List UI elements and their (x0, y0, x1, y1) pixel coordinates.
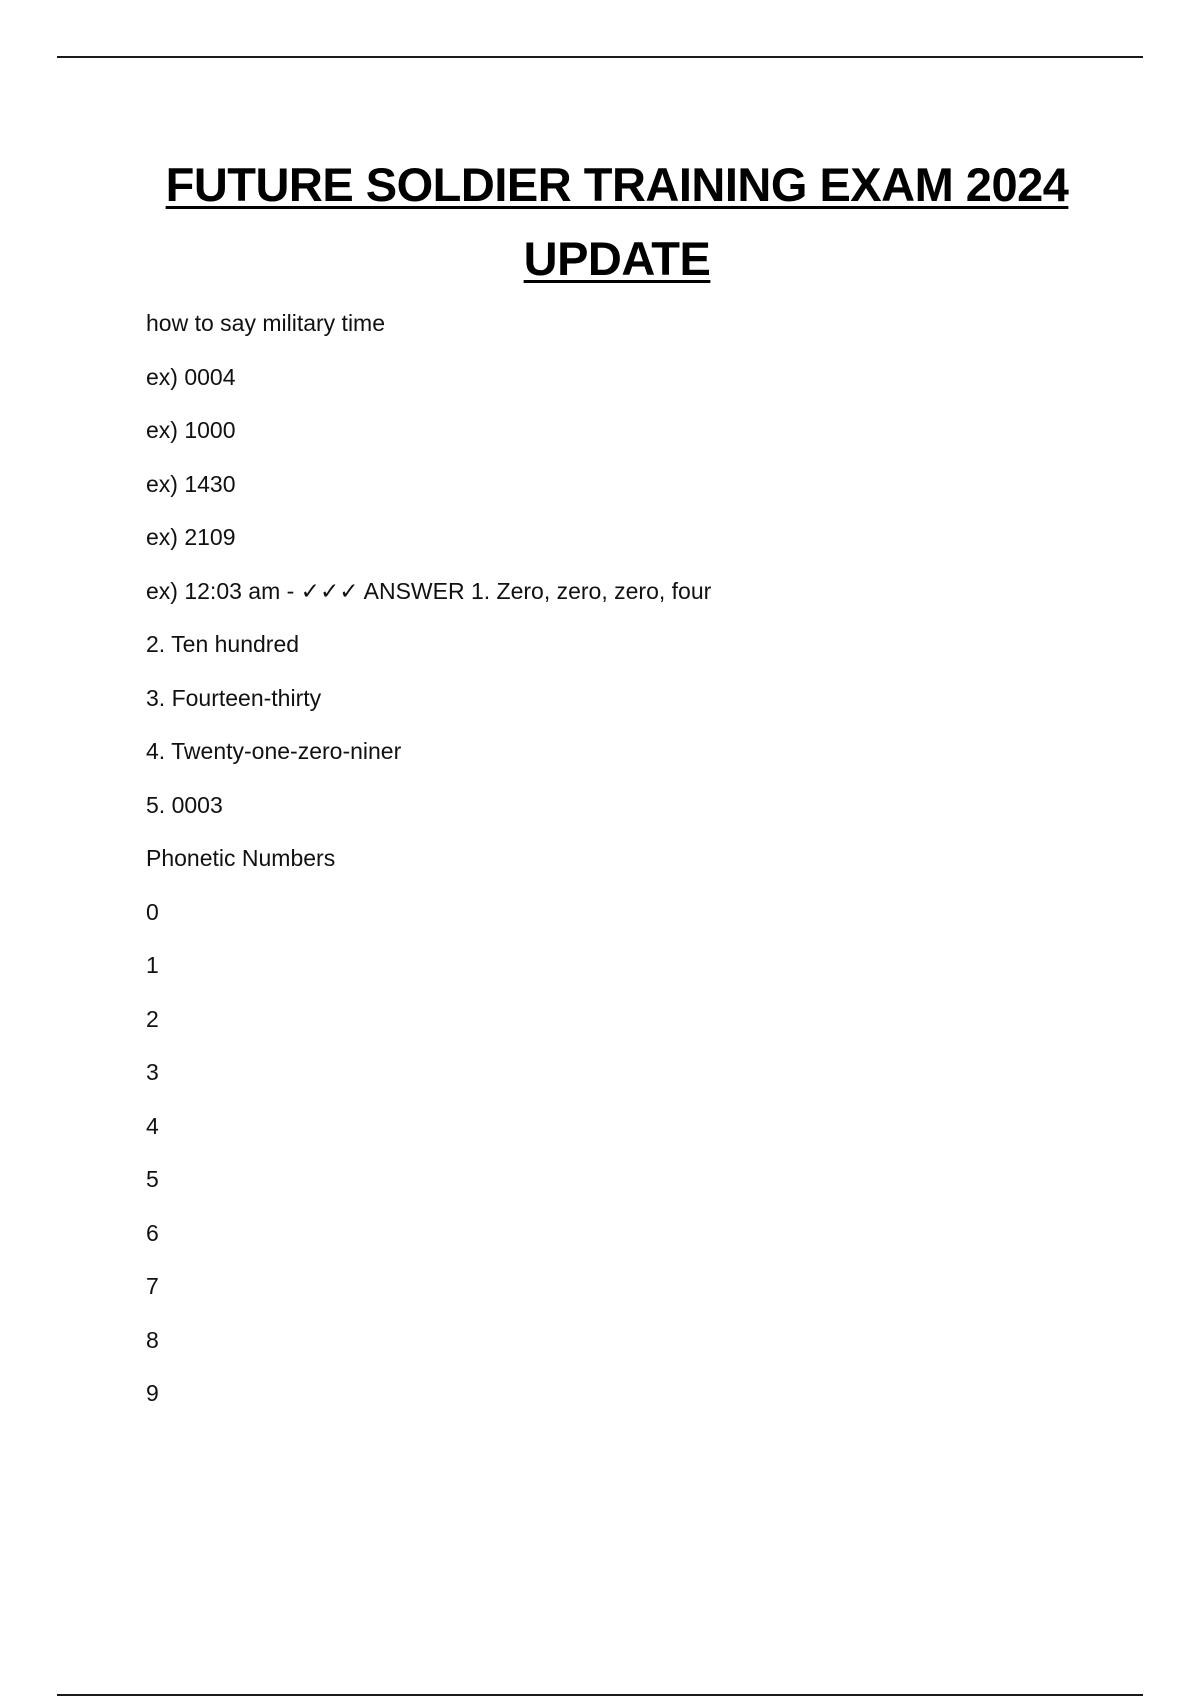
number-item: 6 (146, 1219, 159, 1246)
body-line: how to say military time (146, 310, 386, 336)
title-line-1: FUTURE SOLDIER TRAINING EXAM 2024 (165, 158, 1069, 211)
body-line: ex) 0004 (146, 363, 236, 390)
number-item: 9 (146, 1380, 159, 1406)
number-item: 2 (146, 1005, 159, 1032)
number-item: 4 (146, 1112, 159, 1139)
body-line: 4. Twenty-one-zero-niner (146, 738, 402, 764)
body-line: ex) 1430 (146, 470, 236, 497)
number-item: 8 (146, 1326, 159, 1353)
answer-line: ex) 12:03 am - ✓✓✓ ANSWER 1. Zero, zero, zero, four (146, 577, 712, 604)
number-item: 0 (146, 898, 159, 925)
number-item: 1 (146, 952, 159, 978)
body-line: 5. 0003 (146, 791, 223, 818)
number-item: 3 (146, 1059, 159, 1085)
body-line: ex) 2109 (146, 524, 236, 550)
number-item: 5 (146, 1166, 159, 1192)
number-item: 7 (146, 1273, 159, 1299)
section-heading: Phonetic Numbers (146, 845, 336, 871)
document-title (0, 148, 1200, 296)
footer-rule (57, 1694, 1143, 1696)
title-line-2: UPDATE (523, 232, 711, 285)
body-line: 3. Fourteen-thirty (146, 684, 322, 711)
document-body (146, 310, 1126, 1434)
body-line: ex) 1000 (146, 417, 236, 443)
header-rule (57, 56, 1143, 58)
body-line: 2. Ten hundred (146, 631, 300, 657)
